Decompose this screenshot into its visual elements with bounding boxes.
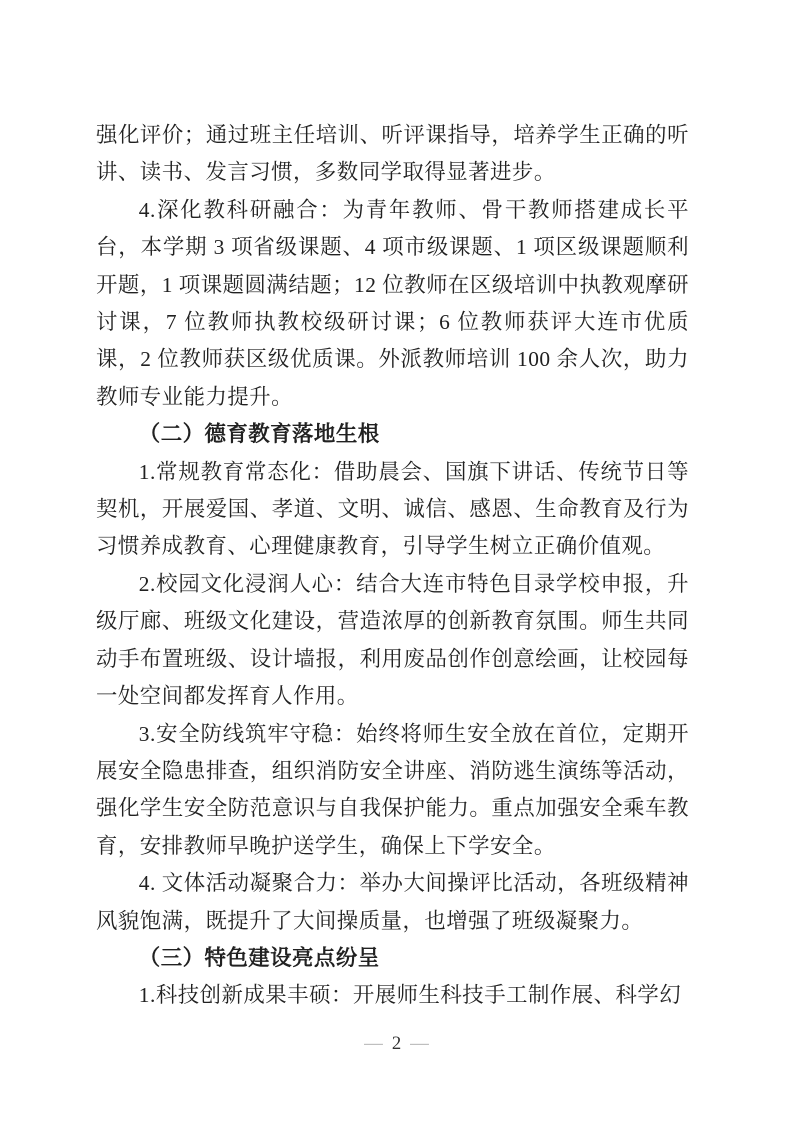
page-number-dash-left: — xyxy=(364,1035,383,1052)
page-number-dash-right: — xyxy=(410,1035,429,1052)
body-paragraph: 1.常规教育常态化：借助晨会、国旗下讲话、传统节日等契机，开展爱国、孝道、文明、诚信、感恩、生命教育及行为习惯养成教育、心理健康教育，引导学生树立正确价值观。 xyxy=(96,459,689,559)
body-paragraph: 强化评价；通过班主任培训、听评课指导，培养学生正确的听讲、读书、发言习惯，多数同学取得显著进步。 xyxy=(96,123,689,185)
page-footer xyxy=(0,1033,793,1055)
section-heading-2: （二）德育教育落地生根 xyxy=(138,422,380,447)
body-paragraph: 4.深化教科研融合：为青年教师、骨干教师搭建成长平台，本学期 3 项省级课题、4 项市级课题、1 项区级课题顺利开题，1 项课题圆满结题；12 位教师在区级培训中执教观摩研讨课，7 位教师执教校级研讨课；6 位教师获评大连市优质课，2 位教师获区级优质课。外派教师培训 100 余人次，助力教师专业能力提升。 xyxy=(96,197,689,409)
body-paragraph: 1.科技创新成果丰硕：开展师生科技手工制作展、科学幻 xyxy=(138,983,682,1008)
body-paragraph: 2.校园文化浸润人心：结合大连市特色目录学校申报，升级厅廊、班级文化建设，营造浓厚的创新教育氛围。师生共同动手布置班级、设计墙报，利用废品创作创意绘画，让校园每一处空间都发挥育人作用。 xyxy=(96,571,689,709)
page-number: 2 xyxy=(391,1033,402,1054)
section-heading-3: （三）特色建设亮点纷呈 xyxy=(138,945,380,970)
body-paragraph: 3.安全防线筑牢守稳：始终将师生安全放在首位，定期开展安全隐患排查，组织消防安全讲座、消防逃生演练等活动，强化学生安全防范意识与自我保护能力。重点加强安全乘车教育，安排教师早晚护送学生，确保上下学安全。 xyxy=(96,721,689,858)
document-body xyxy=(96,117,689,1015)
body-paragraph: 4. 文体活动凝聚合力：举办大间操评比活动，各班级精神风貌饱满，既提升了大间操质量，也增强了班级凝聚力。 xyxy=(96,871,689,933)
